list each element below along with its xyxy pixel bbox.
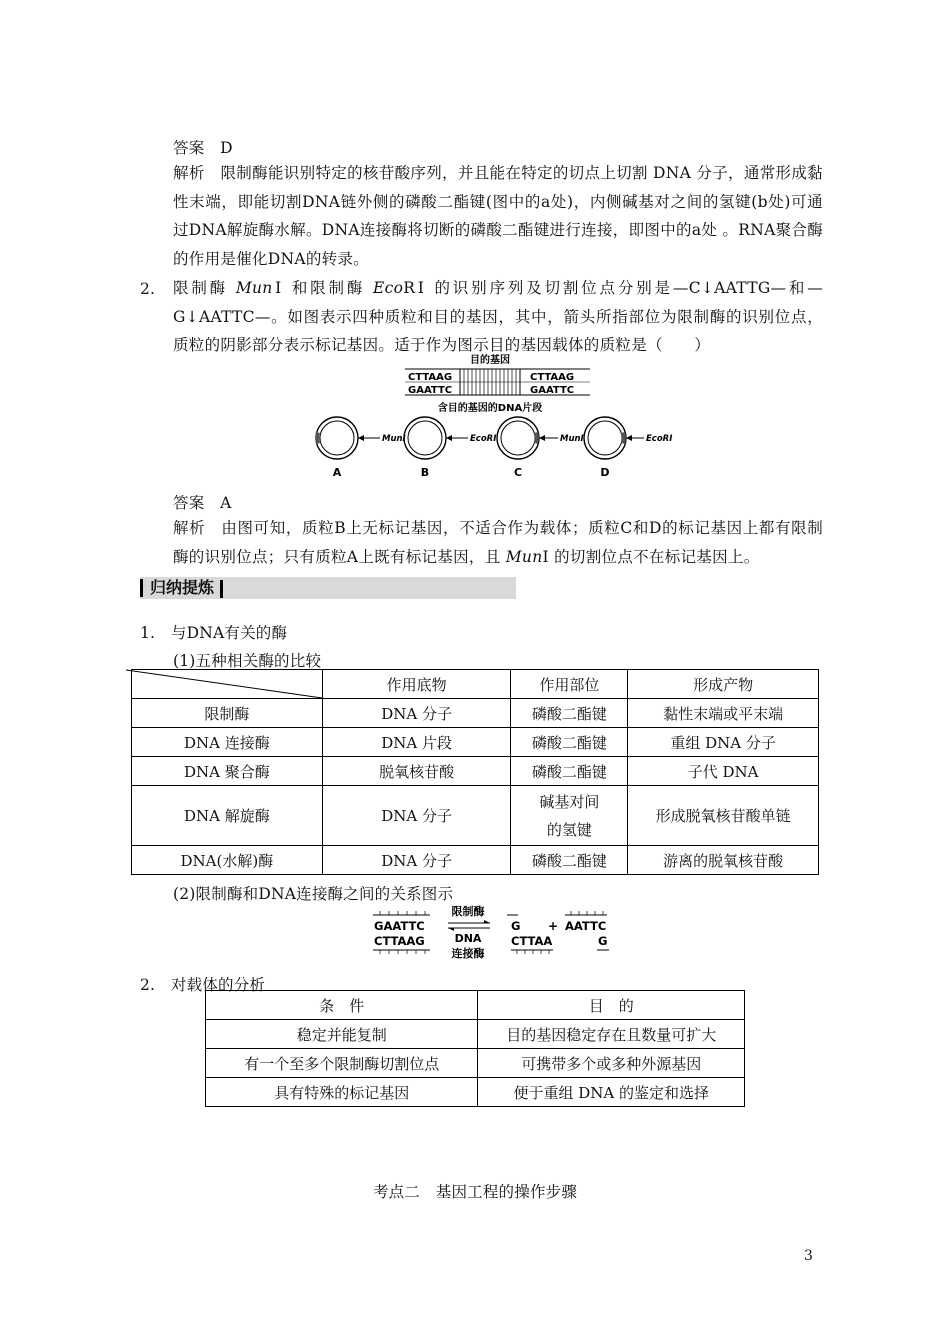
diagram-arrow-top-label: 限制酶 [451,905,485,918]
gene-label: 目的基因 [470,355,510,366]
diagram-mid-bottom: CTTAA [511,934,553,948]
table-cell: DNA 分子 [322,699,511,728]
table-cell: DNA 聚合酶 [132,757,323,786]
table-row [132,699,819,728]
q2-stem [173,274,823,360]
plasmid-b-enzyme: EcoRⅠ [470,434,497,444]
q1-answer: 答案 D [173,139,233,157]
diagram-right-top: AATTC [565,919,607,933]
table-row [132,757,819,786]
table-header-cell: 条 件 [206,991,478,1020]
table-cell: 目的基因稳定存在且数量可扩大 [478,1020,745,1049]
next-section-heading: 考点二 基因工程的操作步骤 [372,1183,578,1201]
plasmid-a-label: A [332,466,342,479]
table-cell: 磷酸二酯键 [511,846,628,875]
plasmid-a [315,417,406,479]
q2-enzyme-mun: Mun [235,279,273,297]
diagram-left-top: GAATTC [374,919,425,933]
plasmid-b-label: B [420,466,430,479]
table-cell: 形成脱氧核苷酸单链 [628,786,819,846]
table-header-corner [132,670,323,699]
summary1-heading: 1. 与DNA有关的酶 [140,624,288,642]
table-cell: DNA 解旋酶 [132,786,323,846]
table-cell: 磷酸二酯键 [511,699,628,728]
section-title-endbar [220,580,223,598]
q1-analysis: 解析 限制酶能识别特定的核苷酸序列，并且能在特定的切点上切割 DNA 分子，通常形成黏性末端，即能切割DNA链外侧的磷酸二酯键(图中的a处)，内侧碱基对之间的氢键(b处)可通过DNA解旋酶水解。DNA连接酶将切断的磷酸二酯键进行连接，即图中的a处 。RNA聚合酶的作用是催化DNA的转录。 [173,164,823,269]
diagram-arrow-bottom-label-2: 连接酶 [451,947,485,960]
diagram-right-bottom: G [598,934,608,948]
q2-enzyme-eco: Eco [372,279,404,297]
plasmid-d-label: D [600,466,610,479]
summary2-heading: 2. 对载体的分析 [140,976,266,994]
diagram-arrow-bottom-label-1: DNA [454,932,482,945]
plasmid-c-enzyme: MunⅠ [560,434,584,444]
plasmid-d-enzyme: EcoRⅠ [646,434,673,444]
q2-analysis-enzyme: Mun [505,547,543,566]
table-cell: 便于重组 DNA 的鉴定和选择 [478,1078,745,1107]
section-title [140,577,223,599]
table-cell: 子代 DNA [628,757,819,786]
table-cell: 黏性末端或平末端 [628,699,819,728]
q2-stem-b: Ⅰ 和限制酶 [272,279,366,297]
table-cell: 脱氧核苷酸 [322,757,511,786]
diagram-plus: + [548,919,559,933]
table-header-cell: 形成产物 [628,670,819,699]
table-header-cell: 作用部位 [511,670,628,699]
q2-number: 2. [140,280,156,298]
q2-answer: 答案 A [173,494,232,512]
table-header-row [206,991,745,1020]
table-cell: DNA 片段 [322,728,511,757]
table-row [206,1049,745,1078]
table-row [206,1078,745,1107]
summary1-sub2: (2)限制酶和DNA连接酶之间的关系图示 [173,885,454,903]
table-cell: DNA 连接酶 [132,728,323,757]
q2-stem-a: 限制酶 [173,279,229,297]
vector-analysis-table [205,990,745,1107]
dna-fragment-diagram [300,352,700,487]
table-cell: 稳定并能复制 [206,1020,478,1049]
right-top-seq: CTTAAG [530,372,575,383]
plasmid-a-enzyme: MunⅠ [382,434,406,444]
plasmid-d [584,417,672,479]
table-cell: DNA 分子 [322,846,511,875]
table-header-cell: 作用底物 [322,670,511,699]
q2-analysis [173,514,823,571]
enzyme-comparison-table [131,669,819,875]
table-row [132,728,819,757]
table-cell: 有一个至多个限制酶切割位点 [206,1049,478,1078]
table-cell: 重组 DNA 分子 [628,728,819,757]
table-row [132,786,819,846]
q2-analysis-a: 解析 由图可知，质粒B上无标记基因，不适合作为载体；质粒C和D的标记基因上都有限制酶的识别位点；只有质粒A上既有标记基因，且 [173,519,823,566]
right-bottom-seq: GAATTC [530,385,575,396]
plasmid-c-label: C [513,466,523,479]
restriction-ligase-diagram [370,903,620,961]
q2-stem-c: RⅠ 的识别序列及切割位点分别是—C↓AATTG—和—G↓AATTC—。如图表示四种质粒和目的基因，其中，箭头所指部位为限制酶的识别位点，质粒的阴影部分表示标记基因。适于作为图示目的基因载体的质粒是（ ） [173,279,824,355]
plasmid-c [497,417,584,479]
fragment-caption: 含目的基因的DNA片段 [437,403,543,414]
table-cell: 限制酶 [132,699,323,728]
q2-figure [300,352,700,487]
table-row [132,846,819,875]
plasmid-b [404,417,496,479]
table-cell: 游离的脱氧核苷酸 [628,846,819,875]
page-number: 3 [804,1248,814,1264]
left-bottom-seq: GAATTC [408,385,453,396]
q2-analysis-b: Ⅰ 的切割位点不在标记基因上。 [542,547,760,566]
table-cell: DNA(水解)酶 [132,846,323,875]
table-cell: 可携带多个或多种外源基因 [478,1049,745,1078]
summary1-sub1: (1)五种相关酶的比较 [173,652,322,670]
table-row [206,1020,745,1049]
table-cell: 具有特殊的标记基因 [206,1078,478,1107]
section-title-text: 归纳提炼 [150,578,215,597]
table-cell: 磷酸二酯键 [511,757,628,786]
table-cell: 磷酸二酯键 [511,728,628,757]
diagram-left-bottom: CTTAAG [374,934,425,948]
diagram-mid-top: G [511,919,521,933]
table-cell: DNA 分子 [322,786,511,846]
left-top-seq: CTTAAG [408,372,453,383]
table-cell: 碱基对间 的氢键 [511,786,628,846]
table-header-row [132,670,819,699]
table-header-cell: 目 的 [478,991,745,1020]
